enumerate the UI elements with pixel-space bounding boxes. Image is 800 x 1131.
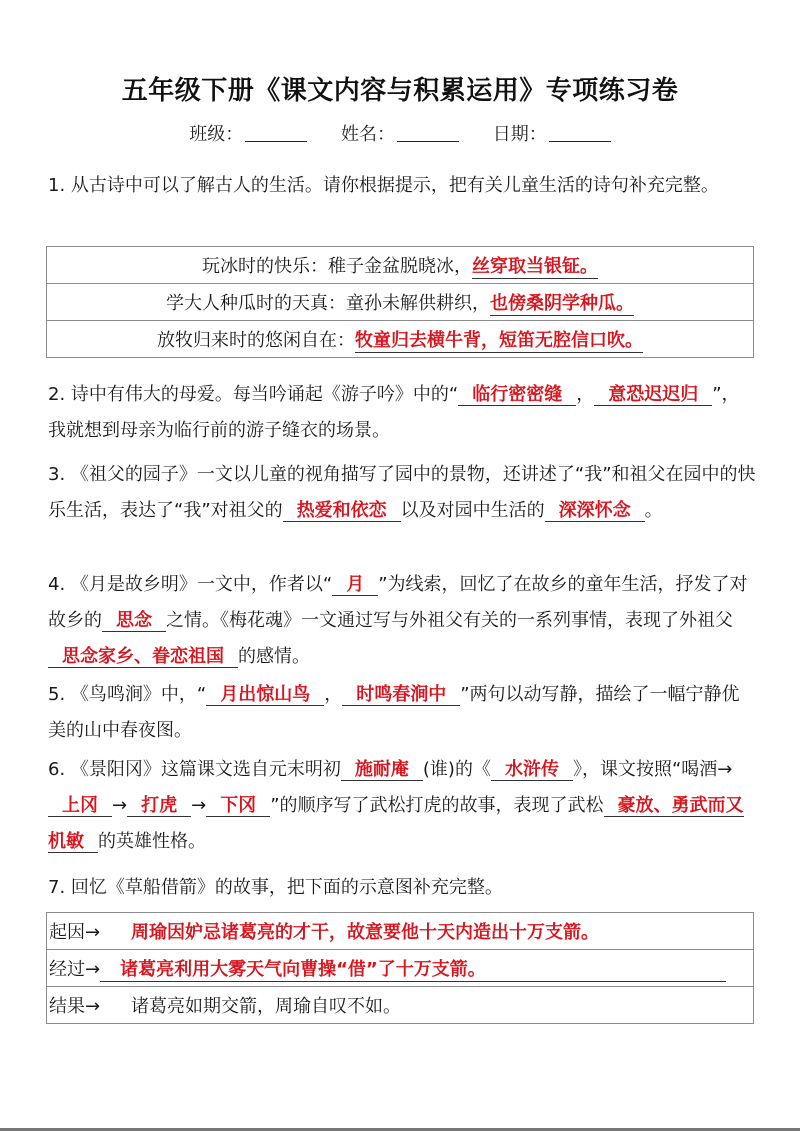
class-field — [189, 120, 307, 146]
date-blank[interactable] — [549, 123, 611, 142]
worksheet-title: 五年级下册《课文内容与积累运用》专项练习卷 — [121, 76, 679, 106]
question-text: 》，课文按照“喝酒→ — [572, 759, 733, 780]
answer-blank: 意恐迟迟归 — [594, 384, 712, 406]
answer-blank: 热爱和依恋 — [283, 500, 401, 522]
table-row — [47, 284, 754, 321]
question-text: ”为线索，回忆了在故乡的童年生活，抒发了对故乡的 — [48, 574, 748, 631]
poem-answer: 丝穿取当银钲。 — [472, 252, 598, 279]
question-6 — [48, 752, 756, 860]
question-5 — [48, 677, 756, 749]
table-cell — [47, 950, 754, 987]
question-text: ”两句以动写静，描绘了一幅宁静优美的山中春夜图。 — [48, 684, 740, 741]
class-label: 班级： — [189, 124, 244, 145]
name-blank[interactable] — [397, 123, 459, 142]
question-1-prompt: 1. 从古诗中可以了解古人的生活。请你根据提示，把有关儿童生活的诗句补充完整。 — [48, 175, 719, 196]
question-3 — [48, 457, 756, 529]
question-text: 的英雄性格。 — [98, 831, 206, 852]
question-text: ， — [576, 384, 595, 405]
table-row — [47, 247, 754, 284]
process-text: 诸葛亮利用大雾天气向曹操“借”了十万支箭。 — [100, 955, 726, 982]
table-row — [47, 321, 754, 358]
question-text: 。 — [644, 500, 663, 521]
question-2 — [48, 377, 756, 449]
poem-answer: 牧童归去横牛背，短笛无腔信口吹。 — [355, 326, 643, 353]
question-1-table — [46, 246, 754, 358]
question-7-prompt: 7. 回忆《草船借箭》的故事，把下面的示意图补充完整。 — [48, 877, 503, 898]
answer-blank: 月 — [332, 574, 378, 596]
question-text: 5. 《鸟鸣涧》中，“ — [48, 684, 207, 705]
question-text: 以及对园中生活的 — [400, 500, 545, 521]
table-cell — [47, 913, 754, 950]
name-field — [341, 120, 459, 146]
question-text: 3. 《祖父的园子》一文以儿童的视角描写了园中的景物，还讲述了“我”和祖父在园中的快乐生活，表达了“我”对祖父的 — [48, 464, 756, 521]
table-cell — [47, 321, 754, 358]
question-text: ， — [324, 684, 343, 705]
question-text: → — [191, 795, 207, 816]
answer-blank: 豪放、勇武而又机敏 — [48, 795, 744, 852]
question-text: 之情。《梅花魂》一文通过写与外祖父有关的一系列事情，表现了外祖父 — [166, 610, 733, 631]
question-text: (谁)的《 — [422, 759, 491, 780]
question-text: 的感情。 — [238, 646, 310, 667]
question-text: 4. 《月是故乡明》一文中，作者以“ — [48, 574, 333, 595]
answer-blank: 思念家乡、眷恋祖国 — [48, 646, 238, 668]
cause-label: 起因→ — [49, 922, 101, 943]
answer-blank: 月出惊山鸟 — [206, 684, 324, 706]
question-text: 2. 诗中有伟大的母爱。每当吟诵起《游子吟》中的“ — [48, 384, 459, 405]
question-text: ”，我就想到母亲为临行前的游子缝衣的场景。 — [48, 384, 740, 441]
poem-hint: 学大人种瓜时的天真：童孙未解供耕织， — [166, 292, 490, 314]
name-label: 姓名： — [341, 124, 395, 145]
table-row — [47, 950, 754, 987]
answer-blank: 水浒传 — [491, 759, 573, 781]
cause-text: 周瑜因妒忌诸葛亮的才干，故意要他十天内造出十万支箭。 — [131, 922, 599, 943]
answer-blank: 施耐庵 — [341, 759, 423, 781]
answer-blank: 深深怀念 — [545, 500, 645, 522]
process-label: 经过→ — [49, 958, 101, 980]
table-row — [47, 987, 754, 1024]
answer-blank: 时鸣春涧中 — [342, 684, 460, 706]
poem-answer: 也傍桑阴学种瓜。 — [490, 289, 634, 316]
question-7-table — [46, 912, 754, 1024]
table-cell — [47, 247, 754, 284]
question-text: 6. 《景阳冈》这篇课文选自元末明初 — [48, 759, 341, 780]
student-info-row — [0, 120, 800, 146]
date-field — [493, 120, 611, 146]
question-text: ”的顺序写了武松打虎的故事，表现了武松 — [270, 795, 604, 816]
poem-hint: 放牧归来时的悠闲自在： — [157, 329, 355, 351]
table-row — [47, 913, 754, 950]
answer-blank: 临行密密缝 — [458, 384, 576, 406]
table-cell — [47, 284, 754, 321]
result-text: 诸葛亮如期交箭，周瑜自叹不如。 — [131, 996, 401, 1017]
question-4 — [48, 567, 756, 675]
answer-blank: 打虎 — [127, 795, 191, 817]
answer-blank: 下冈 — [206, 795, 270, 817]
result-label: 结果→ — [49, 996, 101, 1017]
poem-hint: 玩冰时的快乐：稚子金盆脱晓冰， — [202, 255, 472, 277]
answer-blank: 思念 — [102, 610, 166, 632]
question-text: → — [112, 795, 128, 816]
table-cell — [47, 987, 754, 1024]
date-label: 日期： — [492, 124, 547, 145]
class-blank[interactable] — [245, 123, 307, 142]
answer-blank: 上冈 — [48, 795, 112, 817]
